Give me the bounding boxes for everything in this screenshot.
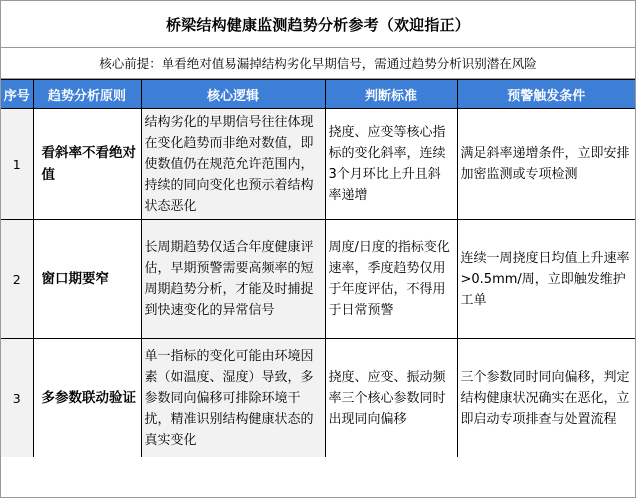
row-criteria-text: 挠度、应变、振动频率三个核心参数同时出现同向偏移: [328, 369, 446, 427]
row-trigger: [457, 339, 635, 458]
core-premise: 核心前提：单看绝对值易漏掉结构劣化早期信号，需通过趋势分析识别潜在风险: [1, 48, 635, 79]
row-logic: [141, 109, 325, 220]
row-trigger: [457, 109, 635, 220]
row-criteria: [325, 109, 457, 220]
trend-analysis-table: [1, 79, 635, 457]
row-logic: [141, 220, 325, 339]
row-logic-text: 长周期趋势仅适合年度健康评估，早期预警需要高频率的短周期趋势分析，才能及时捕捉到快速变化的异常信号: [144, 240, 314, 318]
row-criteria: [325, 339, 457, 458]
row-principle-text: 窗口期要窄: [41, 271, 109, 287]
row-no: 2: [1, 220, 33, 339]
row-trigger-text: 连续一周挠度日均值上升速率>0.5mm/周，立即触发维护工单: [460, 250, 630, 308]
row-principle: [33, 339, 141, 458]
row-logic-text: 结构劣化的早期信号往往体现在变化趋势而非绝对数值，即使数值仍在规范允许范围内，持续的同向变化也预示着结构状态恶化: [144, 114, 314, 214]
header-principle: 趋势分析原则: [33, 80, 141, 109]
row-criteria-text: 周度/日度的指标变化速率，季度趋势仅用于年度评估，不得用于日常预警: [328, 240, 450, 318]
row-trigger-text: 三个参数同时同向偏移，判定结构健康状况确实在恶化，立即启动专项排查与处置流程: [460, 369, 630, 427]
row-no: 3: [1, 339, 33, 458]
table-row: [1, 220, 635, 339]
row-trigger: [457, 220, 635, 339]
row-criteria-text: 挠度、应变等核心指标的变化斜率，连续3个月环比上升且斜率递增: [328, 125, 446, 203]
row-criteria: [325, 220, 457, 339]
row-logic: [141, 339, 325, 458]
table-header-row: [1, 80, 635, 109]
row-principle: [33, 109, 141, 220]
table-row: [1, 339, 635, 458]
table-row: [1, 109, 635, 220]
row-principle-text: 看斜率不看绝对值: [41, 145, 136, 183]
row-no: 1: [1, 109, 33, 220]
header-logic: 核心逻辑: [141, 80, 325, 109]
document-title: 桥梁结构健康监测趋势分析参考（欢迎指正）: [1, 1, 635, 48]
header-trigger: 预警触发条件: [457, 80, 635, 109]
header-no: 序号: [1, 80, 33, 109]
row-principle-text: 多参数联动验证: [41, 390, 136, 406]
row-trigger-text: 满足斜率递增条件，立即安排加密监测或专项检测: [460, 146, 630, 182]
row-logic-text: 单一指标的变化可能由环境因素（如温度、湿度）导致，多参数同向偏移可排除环境干扰，精准识别结构健康状态的真实变化: [144, 348, 314, 448]
row-principle: [33, 220, 141, 339]
header-criteria: 判断标准: [325, 80, 457, 109]
